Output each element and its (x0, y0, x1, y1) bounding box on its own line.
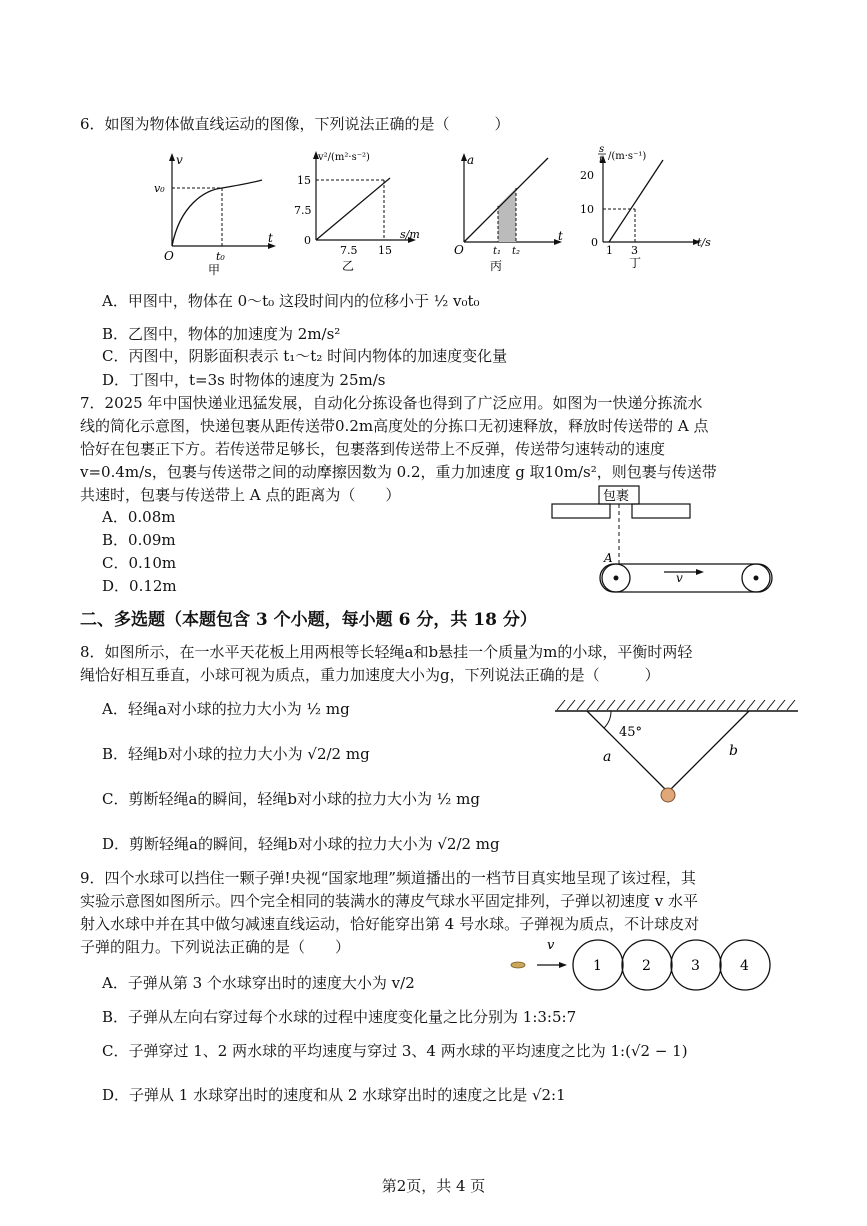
page-footer: 第2页，共 4 页 (381, 1177, 486, 1195)
angle-label: 45° (619, 725, 643, 740)
q6-stem: 6．如图为物体做直线运动的图像，下列说法正确的是（ ） (80, 115, 510, 133)
package-label: 包裹 (603, 489, 630, 504)
ding-ytick-10: 10 (580, 203, 594, 216)
bing-ylabel: a (467, 153, 475, 167)
q8-option-a: A．轻绳a对小球的拉力大小为 ½ mg (102, 700, 350, 718)
bing-t1: t₁ (493, 246, 502, 257)
q9-line-2: 实验示意图如图所示。四个完全相同的装满水的薄皮气球水平固定排列，子弹以初速度 v 水平 (80, 892, 699, 910)
bullet-v-label: v (547, 938, 555, 953)
belt-v-label: v (676, 571, 683, 585)
q7-line-5: 共速时，包裹与传送带上 A 点的距离为（ ） (80, 486, 401, 504)
ding-caption: 丁 (629, 256, 642, 270)
ding-ytick-20: 20 (580, 169, 594, 182)
jia-t0: t₀ (216, 250, 225, 263)
rope-a-label: a (603, 749, 612, 765)
jia-v0: v₀ (154, 182, 165, 195)
q8-option-c: C．剪断轻绳a的瞬间，轻绳b对小球的拉力大小为 ½ mg (102, 790, 480, 808)
bing-origin: O (454, 243, 464, 257)
q9-option-c: C．子弹穿过 1、2 两水球的平均速度与穿过 3、4 两水球的平均速度之比为 1:(√2 − 1) (102, 1042, 688, 1060)
q6-option-c: C．丙图中，阴影面积表示 t₁～t₂ 时间内物体的加速度变化量 (102, 347, 508, 365)
q7-line-3: 恰好在包裹正下方。若传送带足够长，包裹落到传送带上不反弹，传送带匀速转动的速度 (80, 440, 666, 458)
jia-origin: O (164, 249, 174, 263)
q9-line-3: 射入水球中并在其中做匀减速直线运动，恰好能穿出第 4 号水球。子弹视为质点，不计球皮对 (80, 915, 700, 933)
bing-xlabel: t (558, 229, 563, 243)
jia-xlabel: t (268, 231, 273, 245)
q6-option-d: D．丁图中，t=3s 时物体的速度为 25m/s (102, 371, 386, 389)
pendulum-figure (553, 697, 803, 807)
q9-line-1: 9．四个水球可以挡住一颗子弹!央视“国家地理”频道播出的一档节目真实地呈现了该过程，其 (80, 869, 696, 887)
yi-ytick-7.5: 7.5 (294, 204, 312, 217)
bing-caption: 丙 (490, 259, 503, 273)
ding-xtick-3: 3 (631, 244, 638, 257)
q7-line-1: 7．2025 年中国快递业迅猛发展，自动化分拣设备也得到了广泛应用。如图为一快递分拣流水 (80, 394, 703, 412)
yi-ylabel: v²/(m²·s⁻²) (318, 152, 370, 163)
ding-xtick-1: 1 (606, 244, 613, 257)
rope-b-label: b (729, 743, 738, 759)
yi-caption: 乙 (342, 259, 355, 273)
ball-1-label: 1 (593, 958, 602, 974)
q7-option-c: C．0.10m (102, 554, 177, 572)
graph-yi (290, 148, 430, 276)
graph-ding (575, 144, 725, 274)
yi-ytick-15: 15 (297, 174, 311, 187)
point-a-label: A (604, 551, 613, 565)
q9-option-a: A．子弹从第 3 个水球穿出时的速度大小为 v/2 (102, 974, 415, 992)
q8-line-1: 8．如图所示，在一水平天花板上用两根等长轻绳a和b悬挂一个质量为m的小球，平衡时两轻 (80, 643, 693, 661)
ball-2-label: 2 (642, 958, 651, 974)
q9-option-d: D．子弹从 1 水球穿出时的速度和从 2 水球穿出时的速度之比是 √2:1 (102, 1086, 566, 1104)
q8-option-d: D．剪断轻绳a的瞬间，轻绳b对小球的拉力大小为 √2/2 mg (102, 835, 500, 853)
ding-yunit: /(m·s⁻¹) (608, 151, 647, 162)
water-balls-figure (505, 935, 780, 995)
q7-line-4: v=0.4m/s，包裹与传送带之间的动摩擦因数为 0.2，重力加速度 g 取10m/s²，则包裹与传送带 (80, 463, 717, 481)
q9-line-4: 子弹的阻力。下列说法正确的是（ ） (80, 938, 351, 956)
ding-ytick-0: 0 (591, 236, 598, 249)
jia-ylabel: v (176, 153, 183, 167)
yi-xtick-7.5: 7.5 (340, 244, 358, 257)
conveyor-figure (550, 482, 780, 597)
ding-ylabel-den: t (599, 155, 604, 166)
yi-xtick-15: 15 (378, 244, 392, 257)
q7-line-2: 线的简化示意图，快递包裹从距传送带0.2m高度处的分拣口无初速释放，释放时传送带的 A 点 (80, 417, 709, 435)
bing-t2: t₂ (512, 246, 521, 257)
ball-4-label: 4 (740, 958, 749, 974)
q6-option-a: A．甲图中，物体在 0～t₀ 这段时间内的位移小于 ½ v₀t₀ (102, 292, 480, 310)
ding-xlabel: t/s (697, 236, 711, 249)
jia-caption: 甲 (208, 263, 221, 277)
q8-option-b: B．轻绳b对小球的拉力大小为 √2/2 mg (102, 745, 370, 763)
ding-ylabel-num: s (599, 144, 605, 155)
yi-ytick-0: 0 (304, 234, 311, 247)
q9-option-b: B．子弹从左向右穿过每个水球的过程中速度变化量之比分别为 1:3:5:7 (102, 1008, 577, 1026)
graph-jia (150, 150, 280, 275)
section-2-title: 二、多选题（本题包含 3 个小题，每小题 6 分，共 18 分） (80, 610, 537, 630)
graph-bing (450, 150, 575, 275)
q7-option-d: D．0.12m (102, 577, 177, 595)
q7-option-a: A．0.08m (102, 508, 176, 526)
ball-3-label: 3 (691, 958, 700, 974)
q6-option-b: B．乙图中，物体的加速度为 2m/s² (102, 325, 341, 343)
q8-line-2: 绳恰好相互垂直，小球可视为质点，重力加速度大小为g，下列说法正确的是（ ） (80, 666, 660, 684)
q7-option-b: B．0.09m (102, 531, 176, 549)
yi-xlabel: s/m (400, 228, 420, 241)
